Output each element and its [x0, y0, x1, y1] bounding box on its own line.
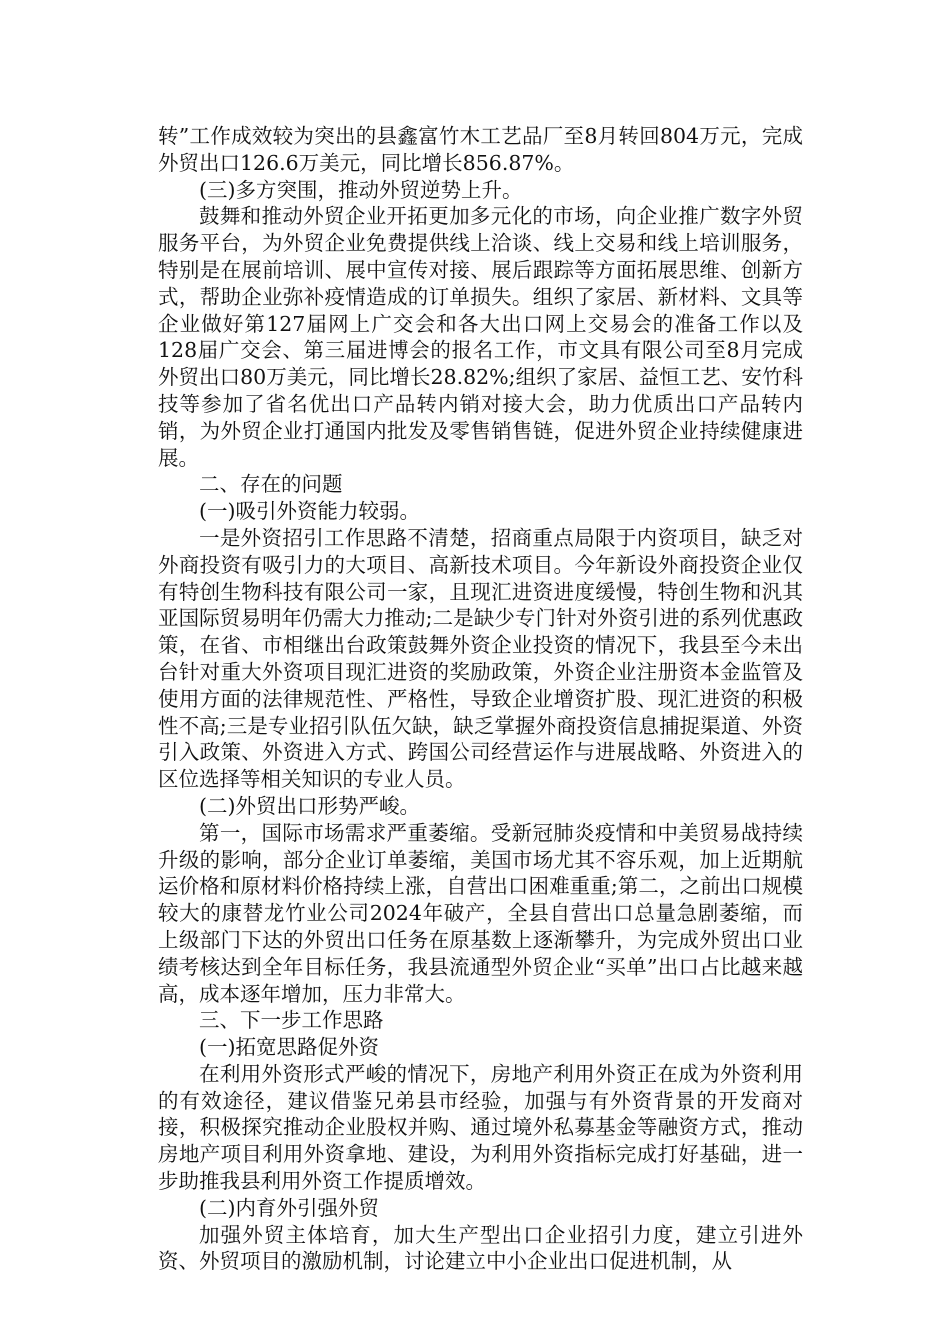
section-heading-foreign-capital: (一)吸引外资能力较弱。	[199, 499, 420, 524]
chapter-heading-problems: 二、存在的问题	[199, 472, 343, 497]
paragraph-real-estate: 在利用外资形式严峻的情况下，房地产利用外资正在成为外资利用的有效途径，建议借鉴兄弟县市经验，加强与有外资背景的开发商对接，积极探究推动企业股权并购、通过境外私募基金等融资方式，推动房地产项目利用外资拿地、建设，为利用外资指标完成打好基础，进一步助推我县利用外资工作提质增效。	[158, 1061, 803, 1194]
section-heading-broaden: (一)拓宽思路促外资	[199, 1035, 379, 1060]
section-heading-export: (二)外贸出口形势严峻。	[199, 793, 420, 818]
paragraph-export: 第一，国际市场需求严重萎缩。受新冠肺炎疫情和中美贸易战持续升级的影响，部分企业订单萎缩，美国市场尤其不容乐观，加上近期航运价格和原材料价格持续上涨，自营出口困难重重;第二，之前出口规模较大的康替龙竹业公司2024年破产，全县自营出口总量急剧萎缩，而上级部门下达的外贸出口任务在原基数上逐渐攀升，为完成外贸出口业绩考核达到全年目标任务，我县流通型外贸企业“买单”出口占比越来越高，成本逐年增加，压力非常大。	[158, 820, 803, 1006]
paragraph-market-expansion: 鼓舞和推动外贸企业开拓更加多元化的市场，向企业推广数字外贸服务平台，为外贸企业免费提供线上洽谈、线上交易和线上培训服务，特别是在展前培训、展中宣传对接、展后跟踪等方面拓展思维、创新方式，帮助企业弥补疫情造成的订单损失。组织了家居、新材料、文具等企业做好第127届网上广交会和各大出口网上交易会的准备工作以及128届广交会、第三届进博会的报名工作，市文具有限公司至8月完成外贸出口80万美元，同比增长28.82%;组织了家居、益恒工艺、安竹科技等参加了省名优出口产品转内销对接大会，助力优质出口产品转内销，为外贸企业打通国内批发及零售销售链，促进外贸企业持续健康进展。	[158, 204, 803, 470]
paragraph-continuation: 转”工作成效较为突出的县鑫富竹木工艺品厂至8月转回804万元，完成外贸出口126.6万美元，同比增长856.87%。	[158, 124, 803, 175]
chapter-heading-next-steps: 三、下一步工作思路	[199, 1008, 384, 1033]
section-heading-3: (三)多方突围，推动外贸逆势上升。	[199, 177, 523, 202]
paragraph-trade-entities: 加强外贸主体培育，加大生产型出口企业招引力度，建立引进外资、外贸项目的激励机制，讨论建立中小企业出口促进机制，从	[158, 1222, 803, 1274]
document-page	[158, 123, 803, 1275]
section-heading-strengthen: (二)内育外引强外贸	[199, 1195, 379, 1220]
paragraph-foreign-capital: 一是外资招引工作思路不清楚，招商重点局限于内资项目，缺乏对外商投资有吸引力的大项目、高新技术项目。今年新设外商投资企业仅有特创生物科技有限公司一家，且现汇进资进度缓慢，特创生物和汎其亚国际贸易明年仍需大力推动;二是缺少专门针对外资引进的系列优惠政策，在省、市相继出台政策鼓舞外资企业投资的情况下，我县至今未出台针对重大外资项目现汇进资的奖励政策，外资企业注册资本金监管及使用方面的法律规范性、严格性，导致企业增资扩股、现汇进资的积极性不高;三是专业招引队伍欠缺，缺乏掌握外商投资信息捕捉渠道、外资引入政策、外资进入方式、跨国公司经营运作与进展战略、外资进入的区位选择等相关知识的专业人员。	[158, 525, 803, 792]
